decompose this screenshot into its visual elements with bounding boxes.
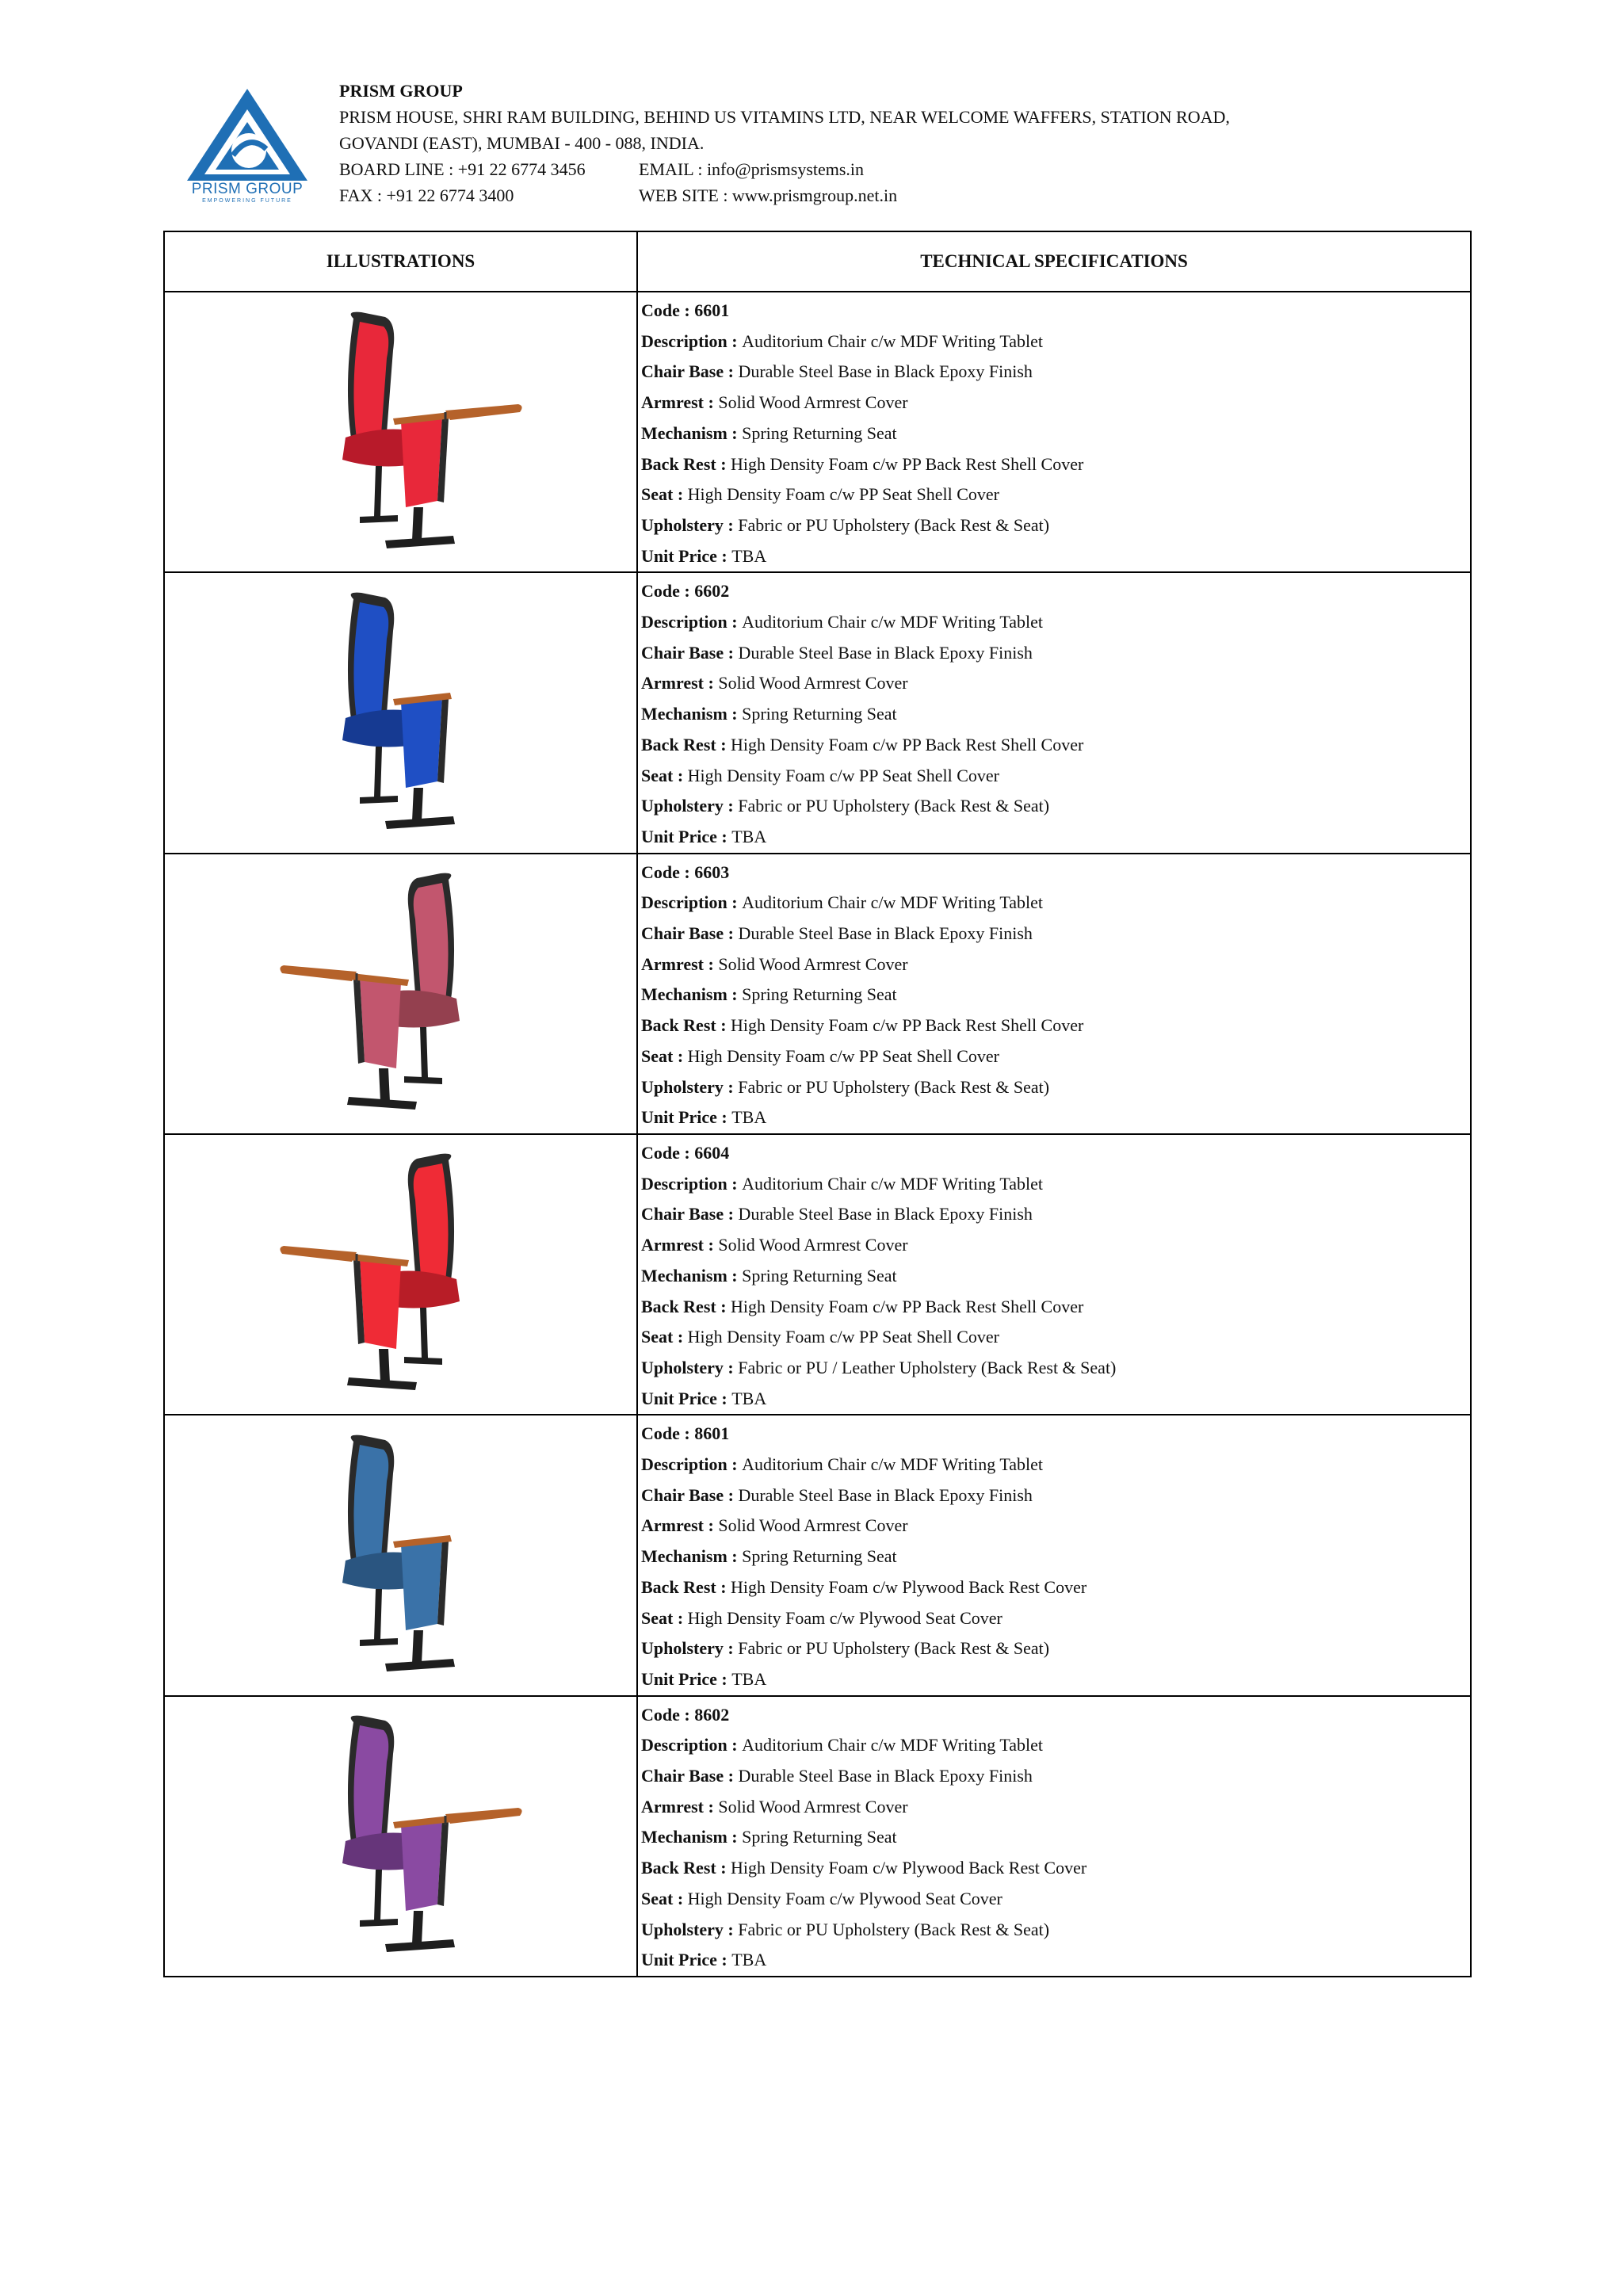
spec-value: Solid Wood Armrest Cover bbox=[718, 1235, 908, 1255]
spec-label: Description : bbox=[641, 1454, 743, 1475]
illustration-cell bbox=[164, 572, 637, 853]
spec-label: Code : bbox=[641, 1704, 695, 1725]
illustrations-header: ILLUSTRATIONS bbox=[164, 231, 637, 292]
spec-armrest bbox=[641, 1792, 1470, 1823]
spec-label: Chair Base : bbox=[641, 1484, 739, 1505]
spec-back-rest bbox=[641, 449, 1470, 480]
spec-label: Back Rest : bbox=[641, 1296, 731, 1316]
table-header-row bbox=[164, 231, 1471, 292]
specification-cell bbox=[637, 292, 1471, 572]
spec-upholstery bbox=[641, 791, 1470, 822]
spec-value: Fabric or PU Upholstery (Back Rest & Seat) bbox=[738, 1919, 1050, 1939]
spec-list bbox=[638, 573, 1470, 852]
spec-armrest bbox=[641, 388, 1470, 418]
spec-value: High Density Foam c/w PP Back Rest Shell Cover bbox=[731, 453, 1084, 474]
spec-label: Armrest : bbox=[641, 1235, 719, 1255]
prism-triangle-icon bbox=[184, 87, 311, 185]
spec-mechanism bbox=[641, 980, 1470, 1010]
company-name: PRISM GROUP bbox=[339, 81, 463, 101]
spec-label: Mechanism : bbox=[641, 422, 743, 443]
spec-armrest bbox=[641, 668, 1470, 699]
spec-value: 6603 bbox=[694, 861, 730, 882]
chair-illustration bbox=[165, 573, 636, 846]
spec-code bbox=[641, 858, 1470, 888]
spec-label: Upholstery : bbox=[641, 1638, 739, 1659]
spec-label: Code : bbox=[641, 581, 695, 602]
spec-label: Seat : bbox=[641, 765, 688, 785]
illustration-cell bbox=[164, 1134, 637, 1415]
spec-description bbox=[641, 888, 1470, 919]
spec-mechanism bbox=[641, 1822, 1470, 1853]
spec-label: Armrest : bbox=[641, 673, 719, 693]
spec-value: High Density Foam c/w Plywood Back Rest Cover bbox=[731, 1858, 1087, 1878]
spec-unit-price bbox=[641, 1945, 1470, 1976]
spec-unit-price bbox=[641, 1384, 1470, 1415]
spec-value: Durable Steel Base in Black Epoxy Finish bbox=[738, 361, 1033, 382]
spec-value: Durable Steel Base in Black Epoxy Finish bbox=[738, 1204, 1033, 1224]
spec-label: Chair Base : bbox=[641, 361, 739, 382]
spec-description bbox=[641, 1450, 1470, 1480]
spec-code bbox=[641, 1419, 1470, 1450]
spec-label: Unit Price : bbox=[641, 1107, 732, 1128]
spec-label: Back Rest : bbox=[641, 1576, 731, 1597]
spec-back-rest bbox=[641, 730, 1470, 761]
spec-label: Upholstery : bbox=[641, 514, 739, 535]
spec-value: Fabric or PU Upholstery (Back Rest & Seat) bbox=[738, 1076, 1050, 1097]
spec-description bbox=[641, 327, 1470, 357]
spec-label: Seat : bbox=[641, 1888, 688, 1908]
spec-value: Solid Wood Armrest Cover bbox=[718, 673, 908, 693]
illustration-cell bbox=[164, 292, 637, 572]
spec-label: Upholstery : bbox=[641, 1076, 739, 1097]
spec-label: Chair Base : bbox=[641, 642, 739, 663]
product-row-6602 bbox=[164, 572, 1471, 853]
spec-upholstery bbox=[641, 510, 1470, 541]
spec-list bbox=[638, 1697, 1470, 1976]
spec-description bbox=[641, 1730, 1470, 1761]
logo-tagline: EMPOWERING FUTURE bbox=[202, 198, 292, 204]
spec-value: Spring Returning Seat bbox=[742, 1827, 897, 1847]
spec-label: Upholstery : bbox=[641, 1919, 739, 1939]
spec-label: Seat : bbox=[641, 1607, 688, 1628]
spec-back-rest bbox=[641, 1572, 1470, 1603]
spec-value: High Density Foam c/w PP Back Rest Shell Cover bbox=[731, 1015, 1084, 1036]
spec-value: Spring Returning Seat bbox=[742, 422, 897, 443]
spec-value: Durable Steel Base in Black Epoxy Finish bbox=[738, 642, 1033, 663]
specifications-table bbox=[163, 231, 1472, 1977]
spec-seat bbox=[641, 479, 1470, 510]
spec-code bbox=[641, 1138, 1470, 1169]
spec-description bbox=[641, 1169, 1470, 1200]
board-line: BOARD LINE : +91 22 6774 3456 bbox=[339, 159, 586, 179]
illustration-cell bbox=[164, 854, 637, 1134]
spec-mechanism bbox=[641, 418, 1470, 449]
spec-value: TBA bbox=[731, 826, 767, 846]
spec-label: Description : bbox=[641, 892, 743, 913]
spec-seat bbox=[641, 1041, 1470, 1072]
spec-upholstery bbox=[641, 1633, 1470, 1664]
spec-value: Durable Steel Base in Black Epoxy Finish bbox=[738, 1766, 1033, 1786]
spec-label: Mechanism : bbox=[641, 704, 743, 724]
spec-chair-base bbox=[641, 357, 1470, 388]
spec-value: TBA bbox=[731, 1388, 767, 1408]
spec-chair-base bbox=[641, 1761, 1470, 1792]
spec-label: Armrest : bbox=[641, 1515, 719, 1536]
spec-value: Auditorium Chair c/w MDF Writing Tablet bbox=[742, 892, 1043, 913]
spec-label: Mechanism : bbox=[641, 1827, 743, 1847]
email[interactable]: EMAIL : info@prismsystems.in bbox=[639, 159, 865, 179]
company-header bbox=[184, 78, 1452, 212]
company-details bbox=[339, 78, 1230, 208]
spec-value: Auditorium Chair c/w MDF Writing Tablet bbox=[742, 1173, 1043, 1194]
specification-cell bbox=[637, 1134, 1471, 1415]
spec-value: High Density Foam c/w PP Back Rest Shell Cover bbox=[731, 734, 1084, 755]
spec-value: High Density Foam c/w PP Back Rest Shell Cover bbox=[731, 1296, 1084, 1316]
spec-value: Spring Returning Seat bbox=[742, 1546, 897, 1567]
spec-label: Unit Price : bbox=[641, 826, 732, 846]
chair-illustration bbox=[165, 292, 636, 566]
spec-value: Solid Wood Armrest Cover bbox=[718, 953, 908, 974]
spec-list bbox=[638, 292, 1470, 571]
contact-row-2 bbox=[339, 182, 1230, 208]
illustration-cell bbox=[164, 1696, 637, 1977]
spec-code bbox=[641, 296, 1470, 327]
chair-illustration bbox=[165, 1697, 636, 1970]
spec-value: Durable Steel Base in Black Epoxy Finish bbox=[738, 1484, 1033, 1505]
spec-chair-base bbox=[641, 919, 1470, 949]
spec-label: Chair Base : bbox=[641, 1204, 739, 1224]
spec-value: Spring Returning Seat bbox=[742, 704, 897, 724]
spec-value: Fabric or PU / Leather Upholstery (Back Rest & Seat) bbox=[738, 1357, 1117, 1377]
spec-label: Unit Price : bbox=[641, 1388, 732, 1408]
spec-value: 8601 bbox=[694, 1423, 730, 1444]
spec-label: Seat : bbox=[641, 1327, 688, 1347]
address-line-1: PRISM HOUSE, SHRI RAM BUILDING, BEHIND US VITAMINS LTD, NEAR WELCOME WAFFERS, STATION ROAD, bbox=[339, 107, 1230, 127]
specification-cell bbox=[637, 1415, 1471, 1695]
spec-back-rest bbox=[641, 1292, 1470, 1323]
spec-unit-price bbox=[641, 822, 1470, 853]
spec-value: Spring Returning Seat bbox=[742, 1265, 897, 1286]
spec-value: Solid Wood Armrest Cover bbox=[718, 1515, 908, 1536]
technical-specifications-header: TECHNICAL SPECIFICATIONS bbox=[637, 231, 1471, 292]
spec-value: Fabric or PU Upholstery (Back Rest & Seat) bbox=[738, 796, 1050, 816]
spec-unit-price bbox=[641, 1664, 1470, 1695]
spec-value: High Density Foam c/w Plywood Seat Cover bbox=[687, 1607, 1002, 1628]
product-row-6604 bbox=[164, 1134, 1471, 1415]
company-logo bbox=[184, 87, 311, 206]
spec-value: Auditorium Chair c/w MDF Writing Tablet bbox=[742, 330, 1043, 351]
spec-label: Seat : bbox=[641, 1045, 688, 1066]
spec-value: TBA bbox=[731, 1107, 767, 1128]
spec-label: Back Rest : bbox=[641, 453, 731, 474]
spec-description bbox=[641, 607, 1470, 638]
auditorium-chair-icon bbox=[266, 1144, 536, 1398]
spec-seat bbox=[641, 1884, 1470, 1915]
spec-list bbox=[638, 854, 1470, 1133]
spec-label: Unit Price : bbox=[641, 1668, 732, 1689]
spec-code bbox=[641, 1700, 1470, 1731]
specification-cell bbox=[637, 854, 1471, 1134]
spec-label: Unit Price : bbox=[641, 1950, 732, 1970]
chair-illustration bbox=[165, 1135, 636, 1408]
specification-cell bbox=[637, 572, 1471, 853]
spec-label: Description : bbox=[641, 1173, 743, 1194]
spec-value: High Density Foam c/w PP Seat Shell Cover bbox=[687, 1327, 999, 1347]
spec-unit-price bbox=[641, 1102, 1470, 1133]
contact-row-1 bbox=[339, 156, 1230, 182]
spec-seat bbox=[641, 761, 1470, 792]
spec-armrest bbox=[641, 1230, 1470, 1261]
spec-label: Description : bbox=[641, 330, 743, 351]
spec-chair-base bbox=[641, 1480, 1470, 1511]
spec-value: 6602 bbox=[694, 581, 730, 602]
spec-upholstery bbox=[641, 1072, 1470, 1103]
spec-label: Chair Base : bbox=[641, 1766, 739, 1786]
product-row-6603 bbox=[164, 854, 1471, 1134]
spec-label: Mechanism : bbox=[641, 984, 743, 1005]
auditorium-chair-icon bbox=[266, 583, 536, 837]
spec-code bbox=[641, 576, 1470, 607]
address-line-2: GOVANDI (EAST), MUMBAI - 400 - 088, INDIA. bbox=[339, 133, 705, 153]
spec-value: Solid Wood Armrest Cover bbox=[718, 1796, 908, 1817]
product-row-8601 bbox=[164, 1415, 1471, 1695]
spec-armrest bbox=[641, 949, 1470, 980]
product-row-8602 bbox=[164, 1696, 1471, 1977]
chair-illustration bbox=[165, 1415, 636, 1689]
spec-value: Fabric or PU Upholstery (Back Rest & Seat) bbox=[738, 1638, 1050, 1659]
spec-label: Mechanism : bbox=[641, 1546, 743, 1567]
spec-mechanism bbox=[641, 1541, 1470, 1572]
spec-label: Code : bbox=[641, 861, 695, 882]
spec-seat bbox=[641, 1603, 1470, 1634]
auditorium-chair-icon bbox=[266, 1426, 536, 1679]
spec-mechanism bbox=[641, 1261, 1470, 1292]
spec-label: Back Rest : bbox=[641, 1015, 731, 1036]
spec-label: Back Rest : bbox=[641, 734, 731, 755]
spec-value: Spring Returning Seat bbox=[742, 984, 897, 1005]
spec-upholstery bbox=[641, 1353, 1470, 1384]
spec-value: High Density Foam c/w PP Seat Shell Cover bbox=[687, 765, 999, 785]
illustration-cell bbox=[164, 1415, 637, 1695]
specification-cell bbox=[637, 1696, 1471, 1977]
auditorium-chair-icon bbox=[266, 1706, 536, 1960]
spec-list bbox=[638, 1135, 1470, 1414]
spec-unit-price bbox=[641, 541, 1470, 572]
spec-label: Code : bbox=[641, 1423, 695, 1444]
spec-label: Code : bbox=[641, 1142, 695, 1163]
logo-wordmark: PRISM GROUP bbox=[191, 181, 304, 197]
spec-back-rest bbox=[641, 1010, 1470, 1041]
spec-label: Armrest : bbox=[641, 1796, 719, 1817]
spec-value: Auditorium Chair c/w MDF Writing Tablet bbox=[742, 1735, 1043, 1755]
spec-value: Durable Steel Base in Black Epoxy Finish bbox=[738, 923, 1033, 944]
spec-armrest bbox=[641, 1511, 1470, 1541]
spec-seat bbox=[641, 1322, 1470, 1353]
spec-value: 6604 bbox=[694, 1142, 730, 1163]
spec-value: High Density Foam c/w Plywood Seat Cover bbox=[687, 1888, 1002, 1908]
spec-label: Back Rest : bbox=[641, 1858, 731, 1878]
spec-label: Code : bbox=[641, 300, 695, 320]
spec-value: TBA bbox=[731, 545, 767, 566]
spec-label: Armrest : bbox=[641, 953, 719, 974]
spec-label: Description : bbox=[641, 612, 743, 632]
spec-chair-base bbox=[641, 638, 1470, 669]
spec-value: Auditorium Chair c/w MDF Writing Tablet bbox=[742, 1454, 1043, 1475]
spec-value: 8602 bbox=[694, 1704, 730, 1725]
spec-value: TBA bbox=[731, 1668, 767, 1689]
spec-value: High Density Foam c/w PP Seat Shell Cover bbox=[687, 484, 999, 505]
spec-back-rest bbox=[641, 1853, 1470, 1884]
spec-label: Upholstery : bbox=[641, 796, 739, 816]
spec-label: Seat : bbox=[641, 484, 688, 505]
spec-value: Auditorium Chair c/w MDF Writing Tablet bbox=[742, 612, 1043, 632]
website[interactable]: WEB SITE : www.prismgroup.net.in bbox=[639, 185, 898, 205]
auditorium-chair-icon bbox=[266, 864, 536, 1117]
auditorium-chair-icon bbox=[266, 303, 536, 556]
spec-upholstery bbox=[641, 1915, 1470, 1946]
product-row-6601 bbox=[164, 292, 1471, 572]
spec-label: Armrest : bbox=[641, 392, 719, 413]
spec-list bbox=[638, 1415, 1470, 1694]
spec-value: Solid Wood Armrest Cover bbox=[718, 392, 908, 413]
spec-label: Unit Price : bbox=[641, 545, 732, 566]
spec-value: TBA bbox=[731, 1950, 767, 1970]
spec-value: 6601 bbox=[694, 300, 730, 320]
spec-mechanism bbox=[641, 699, 1470, 730]
spec-value: High Density Foam c/w PP Seat Shell Cover bbox=[687, 1045, 999, 1066]
spec-label: Mechanism : bbox=[641, 1265, 743, 1286]
spec-label: Chair Base : bbox=[641, 923, 739, 944]
spec-label: Upholstery : bbox=[641, 1357, 739, 1377]
fax: FAX : +91 22 6774 3400 bbox=[339, 185, 514, 205]
spec-value: Fabric or PU Upholstery (Back Rest & Seat) bbox=[738, 514, 1050, 535]
spec-chair-base bbox=[641, 1199, 1470, 1230]
chair-illustration bbox=[165, 854, 636, 1128]
spec-label: Description : bbox=[641, 1735, 743, 1755]
spec-value: High Density Foam c/w Plywood Back Rest Cover bbox=[731, 1576, 1087, 1597]
